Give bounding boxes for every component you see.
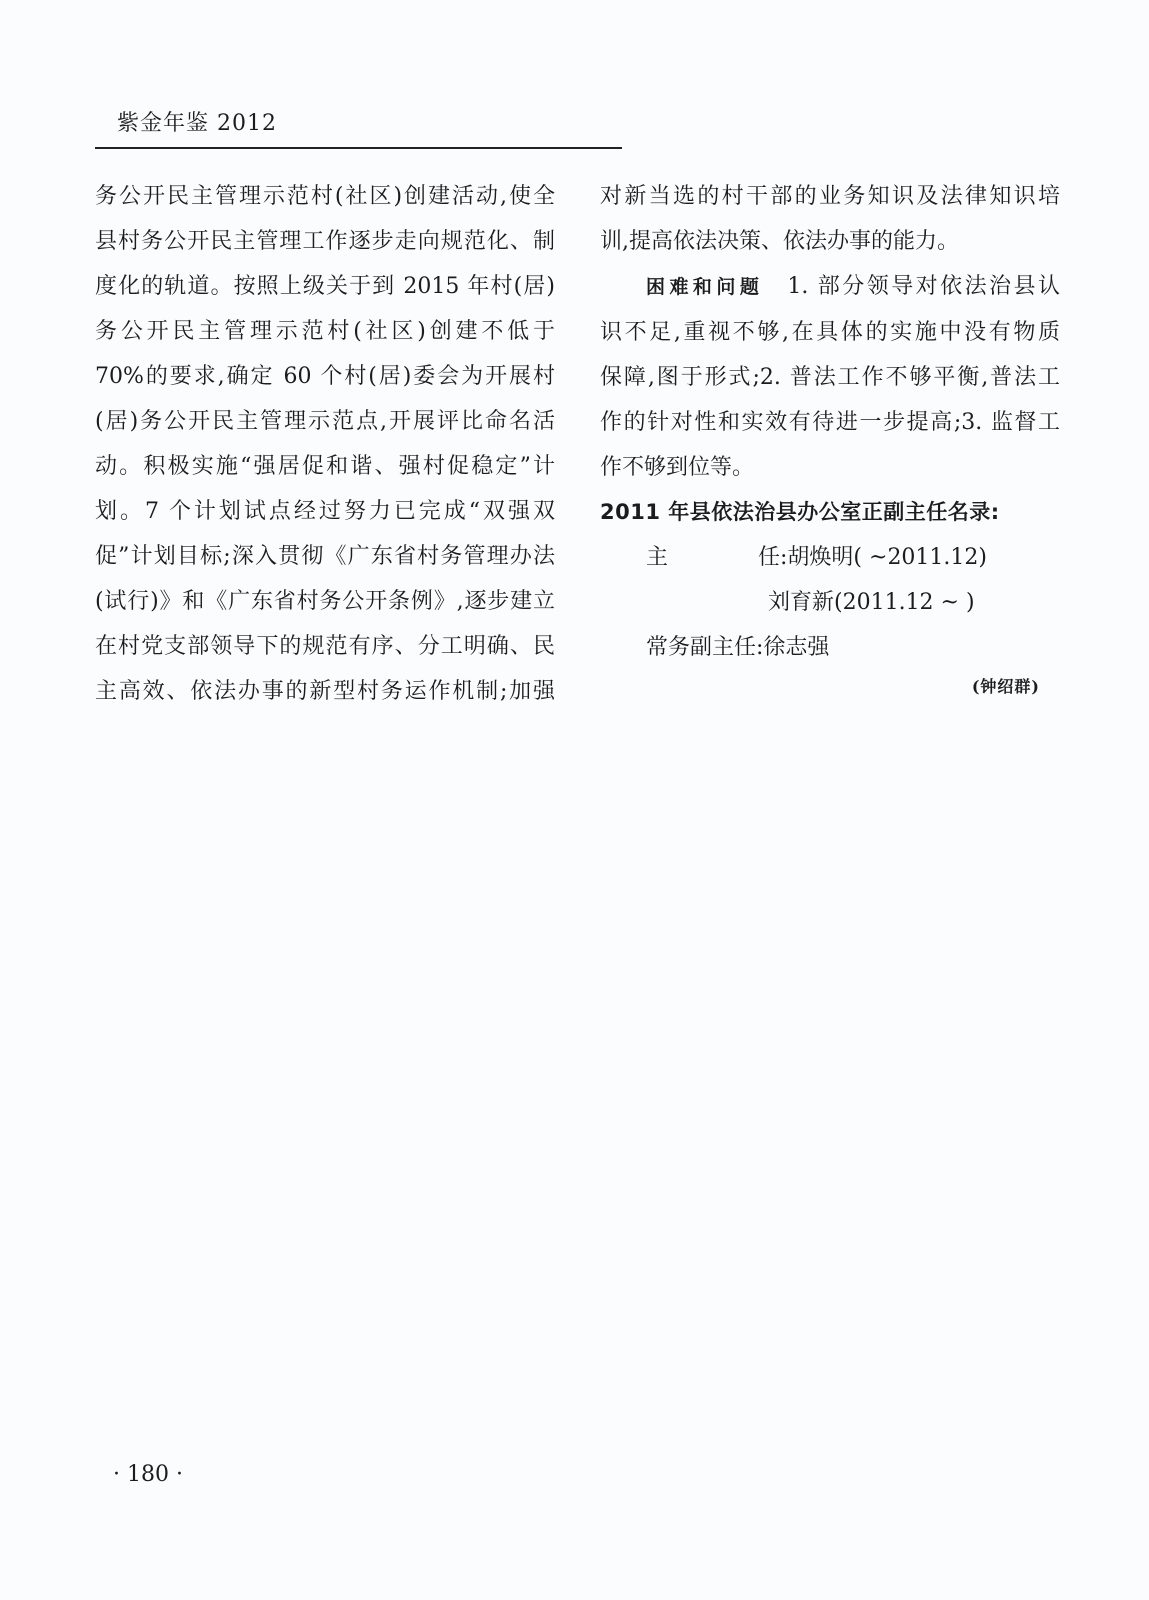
deputy-director-entry: 常务副主任:徐志强	[646, 635, 830, 660]
yearbook-title: 紫金年鉴 2012	[117, 111, 277, 136]
text-line: 作不够到位等。	[600, 455, 755, 480]
text-line: (居)务公开民主管理示范点,开展评比命名活	[95, 409, 555, 434]
text-line: 促”计划目标;深入贯彻《广东省村务管理办法	[95, 544, 555, 569]
text-line: 识不足,重视不够,在具体的实施中没有物质	[600, 320, 1060, 345]
director-entry	[600, 535, 1060, 580]
problems-subheading: 困难和问题	[646, 276, 764, 298]
text-line: 70%的要求,确定 60 个村(居)委会为开展村	[95, 364, 555, 389]
text-line: 1. 部分领导对依法治县认	[787, 274, 1060, 299]
text-line: 动。积极实施“强居促和谐、强村促稳定”计	[95, 454, 555, 479]
problems-paragraph-first-line	[600, 264, 1060, 310]
director-name: 任:胡焕明( ~2011.12)	[758, 545, 987, 570]
text-line: 作的针对性和实效有待进一步提高;3. 监督工	[600, 410, 1060, 435]
text-line: 务公开民主管理示范村(社区)创建不低于	[95, 319, 555, 344]
text-line: 度化的轨道。按照上级关于到 2015 年村(居)	[95, 274, 555, 299]
director-label: 主	[646, 545, 669, 570]
header-rule	[95, 147, 622, 149]
text-line: 保障,图于形式;2. 普法工作不够平衡,普法工	[600, 365, 1060, 390]
directors-list-heading: 2011 年县依法治县办公室正副主任名录:	[600, 500, 1000, 524]
text-line: 划。7 个计划试点经过努力已完成“双强双	[95, 499, 555, 524]
director-entry-second: 刘育新(2011.12 ~ )	[768, 590, 975, 615]
text-line: (试行)》和《广东省村务公开条例》,逐步建立	[95, 589, 555, 614]
text-line: 县村务公开民主管理工作逐步走向规范化、制	[95, 229, 555, 254]
text-line: 训,提高依法决策、依法办事的能力。	[600, 229, 959, 254]
text-line: 务公开民主管理示范村(社区)创建活动,使全	[95, 184, 555, 209]
text-line: 对新当选的村干部的业务知识及法律知识培	[600, 184, 1060, 209]
text-line: 在村党支部领导下的规范有序、分工明确、民	[95, 634, 555, 659]
right-column	[600, 174, 1060, 704]
author-credit: (钟绍群)	[971, 677, 1040, 696]
page-number: · 180 ·	[113, 1462, 183, 1487]
text-line: 主高效、依法办事的新型村务运作机制;加强	[95, 679, 555, 704]
left-column	[95, 174, 555, 714]
